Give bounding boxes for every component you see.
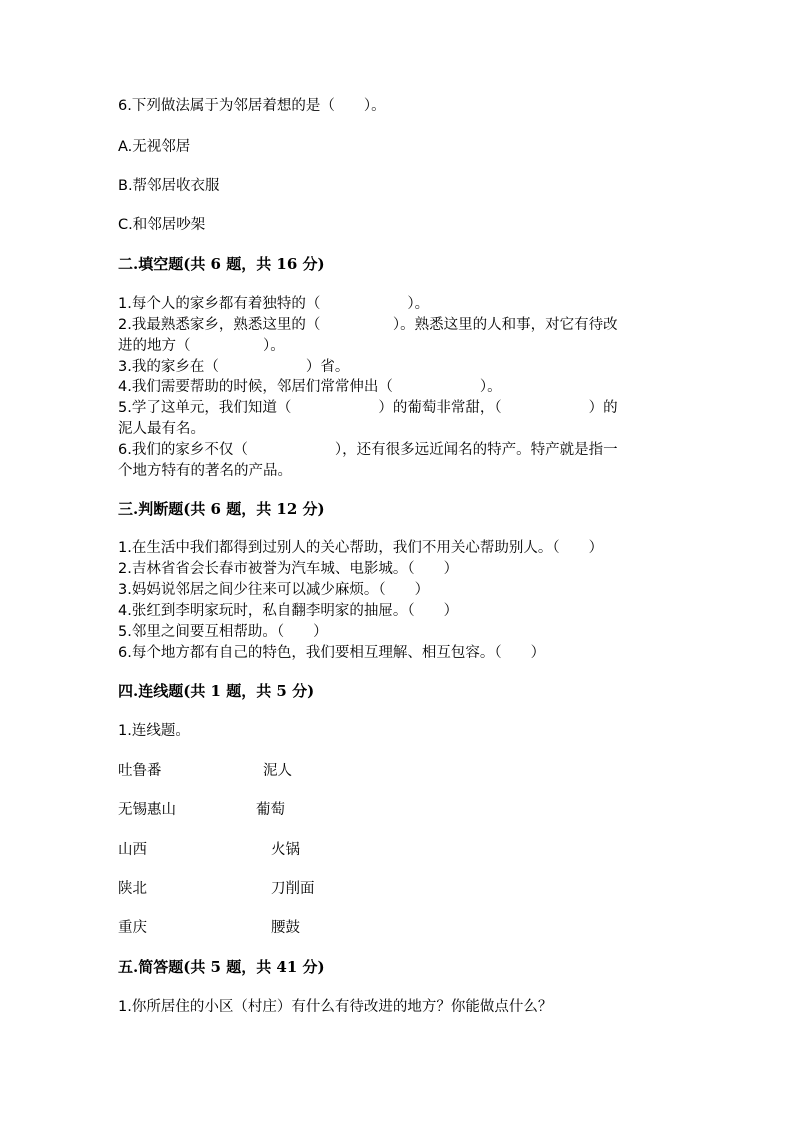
true-false-line: 4.张红到李明家玩时，私自翻李明家的抽屉。（ ） — [118, 603, 459, 619]
question-6-stem: 6.下列做法属于为邻居着想的是（ ）。 — [118, 98, 386, 114]
matching-right-item: 刀削面 — [271, 881, 315, 897]
fill-blank-line: 2.我最熟悉家乡，熟悉这里的（ ）。熟悉这里的人和事，对它有待改 — [118, 317, 618, 333]
section-heading-fill-blank: 二.填空题(共 6 题，共 16 分) — [118, 255, 325, 273]
fill-blank-line: 3.我的家乡在（ ）省。 — [118, 359, 350, 375]
section-heading-matching: 四.连线题(共 1 题，共 5 分) — [118, 682, 315, 700]
true-false-line: 1.在生活中我们都得到过别人的关心帮助，我们不用关心帮助别人。（ ） — [118, 540, 604, 556]
matching-left-item: 吐鲁番 — [118, 763, 162, 779]
option-c: C.和邻居吵架 — [118, 217, 206, 233]
fill-blank-line: 1.每个人的家乡都有着独特的（ ）。 — [118, 296, 430, 312]
fill-blank-line: 进的地方（ ）。 — [118, 338, 285, 354]
matching-right-item: 火锅 — [271, 842, 300, 858]
matching-left-item: 无锡惠山 — [118, 802, 176, 818]
fill-blank-line: 4.我们需要帮助的时候，邻居们常常伸出（ ）。 — [118, 379, 502, 395]
matching-left-item: 重庆 — [118, 920, 147, 936]
matching-left-item: 陕北 — [118, 881, 147, 897]
fill-blank-line: 个地方特有的著名的产品。 — [118, 463, 292, 479]
fill-blank-line: 6.我们的家乡不仅（ ），还有很多远近闻名的特产。特产就是指一 — [118, 442, 618, 458]
matching-right-item: 腰鼓 — [271, 920, 300, 936]
matching-right-item: 泥人 — [263, 763, 292, 779]
true-false-line: 2.吉林省省会长春市被誉为汽车城、电影城。（ ） — [118, 561, 459, 577]
fill-blank-line: 泥人最有名。 — [118, 421, 205, 437]
matching-right-item: 葡萄 — [256, 802, 285, 818]
option-b: B.帮邻居收衣服 — [118, 178, 220, 194]
section-heading-short-answer: 五.简答题(共 5 题，共 41 分) — [118, 958, 325, 976]
section-heading-true-false: 三.判断题(共 6 题，共 12 分) — [118, 500, 325, 518]
fill-blank-line: 5.学了这单元，我们知道（ ）的葡萄非常甜，（ ）的 — [118, 400, 618, 416]
true-false-line: 3.妈妈说邻居之间少往来可以减少麻烦。（ ） — [118, 582, 430, 598]
option-a: A.无视邻居 — [118, 139, 191, 155]
true-false-line: 6.每个地方都有自己的特色，我们要相互理解、相互包容。（ ） — [118, 645, 546, 661]
matching-left-item: 山西 — [118, 842, 147, 858]
true-false-line: 5.邻里之间要互相帮助。（ ） — [118, 624, 328, 640]
matching-prompt: 1.连线题。 — [118, 723, 190, 739]
short-answer-line: 1.你所居住的小区（村庄）有什么有待改进的地方？你能做点什么？ — [118, 999, 553, 1015]
